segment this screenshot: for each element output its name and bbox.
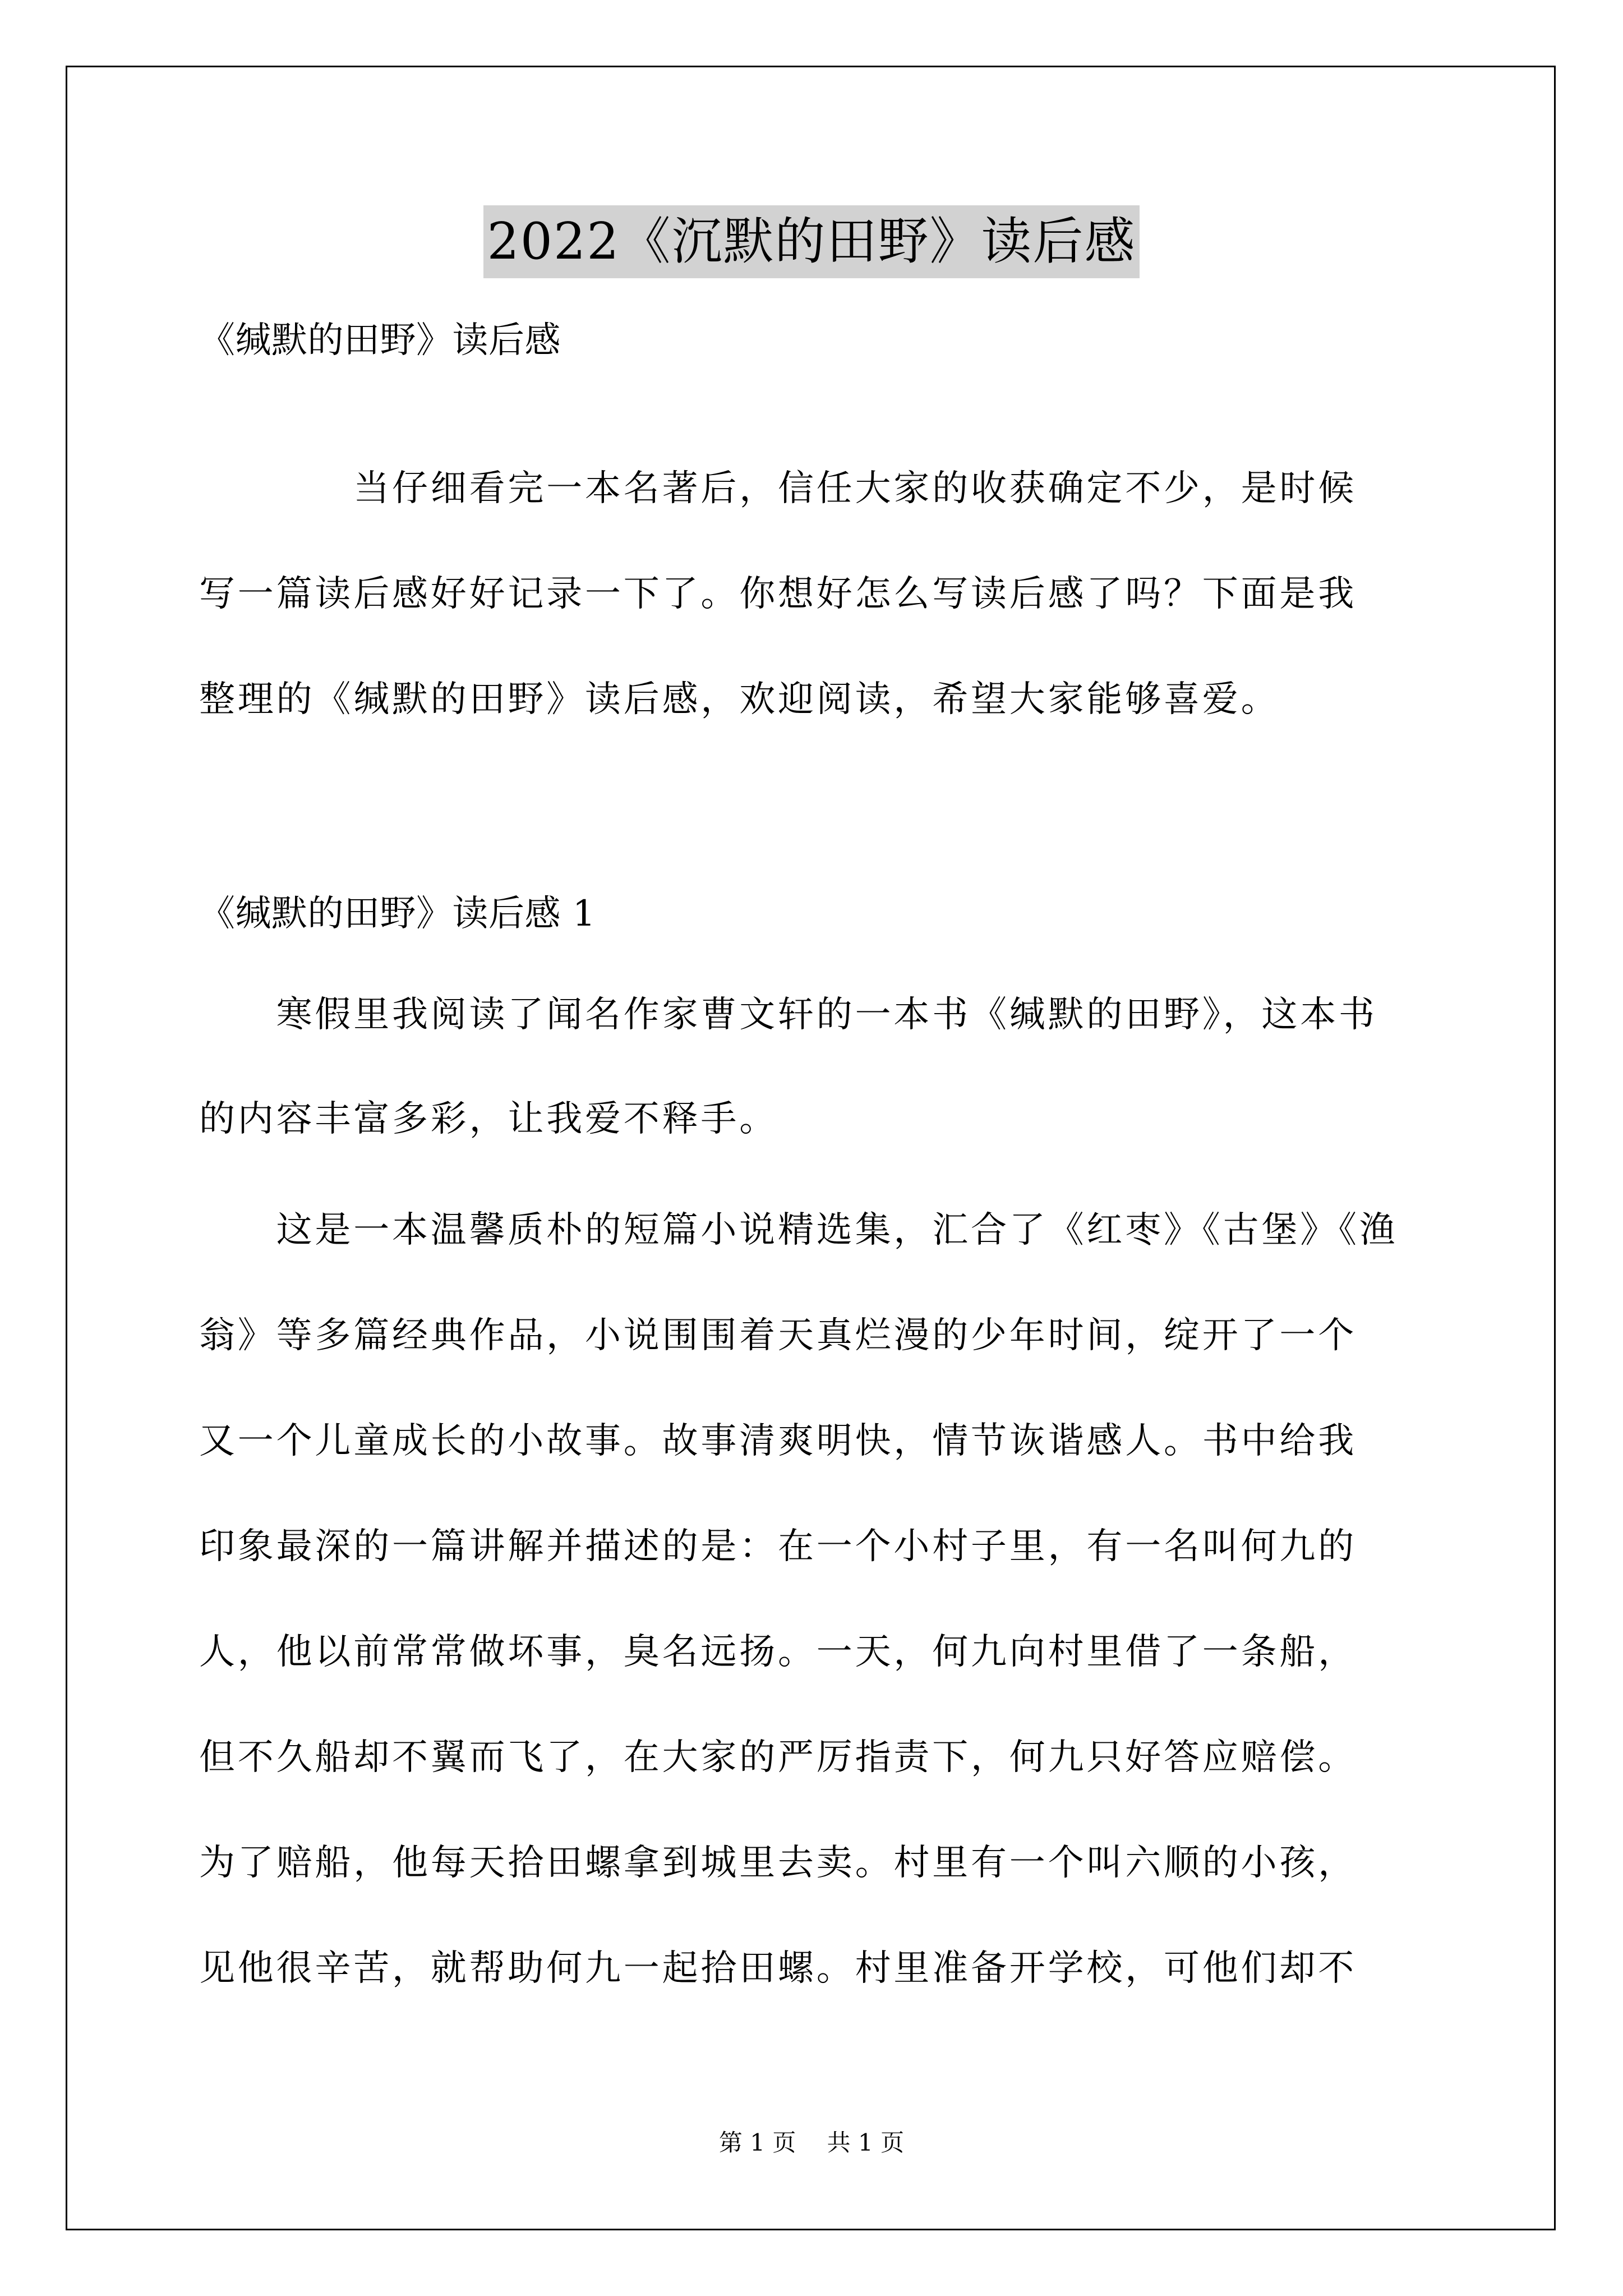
document-subtitle: 《缄默的田野》读后感 [199, 320, 561, 361]
paragraph1-line-1: 寒假里我阅读了闻名作家曹文轩的一本书《缄默的田野》，这本书 [199, 994, 1377, 1036]
paragraph1-line-2: 的内容丰富多彩，让我爱不释手。 [199, 1098, 778, 1140]
paragraph2-line-6: 但不久船却不翼而飞了，在大家的严厉指责下，何九只好答应赔偿。 [199, 1737, 1357, 1778]
intro-line-1: 当仔细看完一本名著后，信任大家的收获确定不少，是时候 [199, 468, 1357, 509]
paragraph2-line-5: 人，他以前常常做坏事，臭名远扬。一天，何九向村里借了一条船， [199, 1631, 1357, 1673]
paragraph2-line-3: 又一个儿童成长的小故事。故事清爽明快，情节诙谐感人。书中给我 [199, 1420, 1357, 1462]
section-heading: 《缄默的田野》读后感 1 [199, 893, 596, 935]
page-border [66, 66, 1556, 2230]
intro-line-2: 写一篇读后感好好记录一下了。你想好怎么写读后感了吗？下面是我 [199, 573, 1357, 615]
document-title [0, 205, 1623, 278]
paragraph2-line-2: 翁》等多篇经典作品，小说围围着天真烂漫的少年时间，绽开了一个 [199, 1315, 1357, 1356]
paragraph2-line-8: 见他很辛苦，就帮助何九一起拾田螺。村里准备开学校，可他们却不 [199, 1948, 1357, 1989]
intro-line-3: 整理的《缄默的田野》读后感，欢迎阅读，希望大家能够喜爱。 [199, 679, 1280, 720]
page-footer: 第 1 页 共 1 页 [718, 2129, 905, 2156]
paragraph2-line-4: 印象最深的一篇讲解并描述的是：在一个小村子里，有一名叫何九的 [199, 1526, 1357, 1567]
paragraph2-line-1: 这是一本温馨质朴的短篇小说精选集，汇合了《红枣》《古堡》《渔 [199, 1209, 1398, 1251]
document-title-text: 2022《沉默的田野》读后感 [483, 205, 1139, 278]
paragraph2-line-7: 为了赔船，他每天拾田螺拿到城里去卖。村里有一个叫六顺的小孩， [199, 1842, 1357, 1884]
